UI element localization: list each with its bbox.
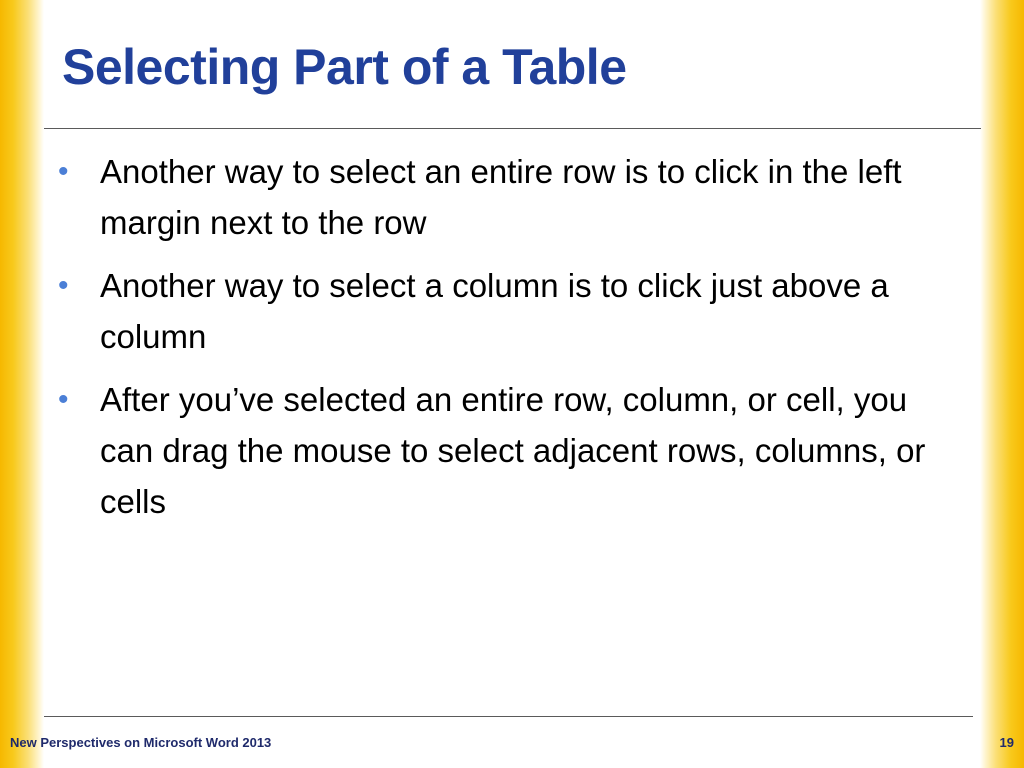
footer-divider	[44, 716, 973, 717]
bullet-text: After you’ve selected an entire row, column, or cell, you can drag the mouse to select adjacent rows, columns, or cells	[100, 381, 926, 520]
bullet-text: Another way to select a column is to click just above a column	[100, 267, 889, 355]
bullet-item	[58, 146, 958, 248]
bullet-item	[58, 260, 958, 362]
bullet-dot-icon: •	[58, 155, 69, 188]
title-divider	[44, 128, 981, 129]
footer-course-title: New Perspectives on Microsoft Word 2013	[10, 735, 272, 750]
bullet-text: Another way to select an entire row is to click in the left margin next to the row	[100, 153, 902, 241]
right-side-bar	[980, 0, 1024, 768]
slide-title: Selecting Part of a Table	[62, 39, 627, 95]
bullet-dot-icon: •	[58, 269, 69, 302]
left-side-bar	[0, 0, 44, 768]
slide-number: 19	[999, 735, 1014, 750]
bullet-dot-icon: •	[58, 383, 69, 416]
bullet-item	[58, 374, 958, 527]
bullet-list	[58, 146, 958, 539]
